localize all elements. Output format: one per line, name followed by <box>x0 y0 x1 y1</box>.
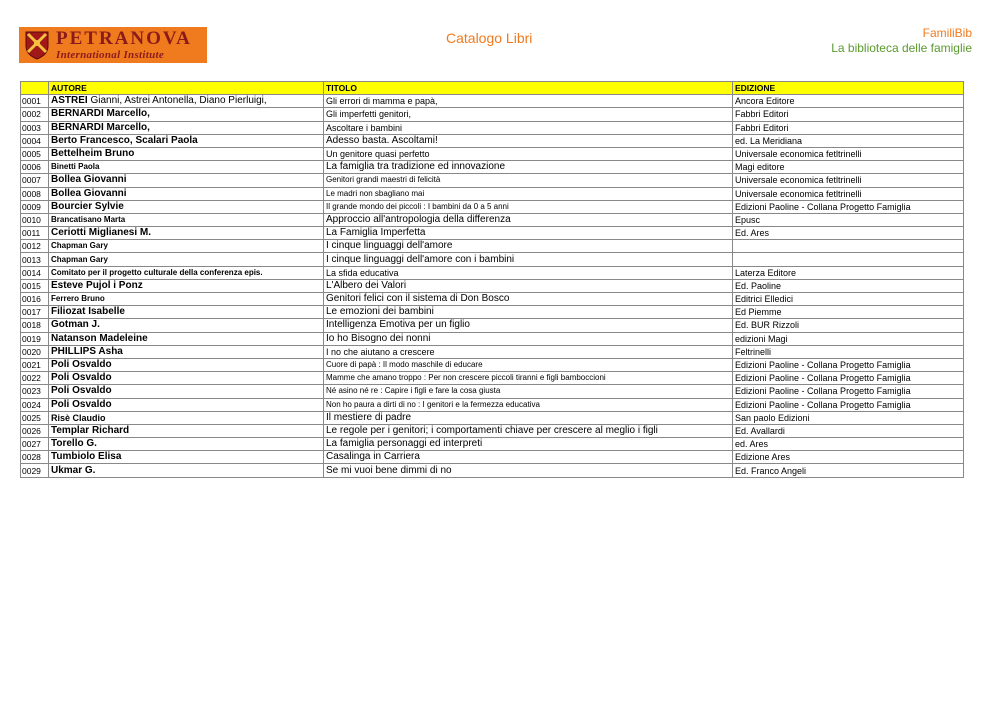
edition-cell: Ancora Editore <box>733 95 964 108</box>
edition-cell: Universale economica fetltrinelli <box>733 174 964 187</box>
table-row <box>21 174 964 187</box>
row-number: 0013 <box>21 253 49 266</box>
author-cell <box>49 240 324 253</box>
title-cell: Casalinga in Carriera <box>324 451 733 464</box>
author-cell <box>49 424 324 437</box>
edition-cell: Edizioni Paoline - Collana Progetto Famiglia <box>733 398 964 411</box>
author-name: Berto Francesco, Scalari Paola <box>51 134 198 146</box>
title-cell: Il mestiere di padre <box>324 411 733 424</box>
author-name: Esteve Pujol i Ponz <box>51 279 143 291</box>
author-name: Bollea Giovanni <box>51 187 127 199</box>
row-number: 0006 <box>21 161 49 174</box>
edition-cell: edizioni Magi <box>733 332 964 345</box>
table-row <box>21 134 964 147</box>
header-num <box>21 82 49 95</box>
author-cell <box>49 121 324 134</box>
edition-cell: San paolo Edizioni <box>733 411 964 424</box>
author-cell <box>49 213 324 226</box>
title-cell: L'Albero dei Valori <box>324 279 733 292</box>
row-number: 0016 <box>21 293 49 306</box>
row-number: 0011 <box>21 227 49 240</box>
author-cell <box>49 332 324 345</box>
title-cell: Adesso basta. Ascoltami! <box>324 134 733 147</box>
row-number: 0021 <box>21 358 49 371</box>
row-number: 0019 <box>21 332 49 345</box>
title-cell: I no che aiutano a crescere <box>324 345 733 358</box>
edition-cell: ed. La Meridiana <box>733 134 964 147</box>
table-row <box>21 108 964 121</box>
title-cell: La Famiglia Imperfetta <box>324 227 733 240</box>
edition-cell: ed. Ares <box>733 438 964 451</box>
author-name: Chapman Gary <box>51 254 108 264</box>
author-cell <box>49 253 324 266</box>
row-number: 0003 <box>21 121 49 134</box>
page-title: Catalogo Libri <box>446 30 533 46</box>
table-row <box>21 372 964 385</box>
author-name: Poli Osvaldo <box>51 359 112 371</box>
title-cell: Genitori felici con il sistema di Don Bosco <box>324 293 733 306</box>
author-name: Torello G. <box>51 438 97 450</box>
row-number: 0025 <box>21 411 49 424</box>
title-cell: Il grande mondo dei piccoli : I bambini da 0 a 5 anni <box>324 200 733 213</box>
edition-cell: Feltrinelli <box>733 345 964 358</box>
edition-cell: Ed. Franco Angeli <box>733 464 964 477</box>
edition-cell: Edizioni Paoline - Collana Progetto Famiglia <box>733 372 964 385</box>
author-cell <box>49 411 324 424</box>
table-row <box>21 332 964 345</box>
author-cell <box>49 174 324 187</box>
header-autore: AUTORE <box>49 82 324 95</box>
author-name: BERNARDI Marcello, <box>51 121 150 133</box>
row-number: 0014 <box>21 266 49 279</box>
author-cell <box>49 108 324 121</box>
title-cell: I cinque linguaggi dell'amore <box>324 240 733 253</box>
row-number: 0009 <box>21 200 49 213</box>
author-name: Ceriotti Miglianesi M. <box>51 227 152 239</box>
author-name: PHILLIPS Asha <box>51 345 123 357</box>
table-row <box>21 147 964 160</box>
author-cell <box>49 266 324 279</box>
row-number: 0022 <box>21 372 49 385</box>
author-name: Tumbiolo Elisa <box>51 451 122 463</box>
header-titolo: TITOLO <box>324 82 733 95</box>
edition-cell: Universale economica fetltrinelli <box>733 187 964 200</box>
table-row <box>21 464 964 477</box>
row-number: 0028 <box>21 451 49 464</box>
title-cell: Le emozioni dei bambini <box>324 306 733 319</box>
edition-cell: Ed. Paoline <box>733 279 964 292</box>
table-row <box>21 253 964 266</box>
brand-tagline: La biblioteca delle famiglie <box>831 41 972 55</box>
table-row <box>21 319 964 332</box>
author-name: Bettelheim Bruno <box>51 148 135 160</box>
edition-cell: Epusc <box>733 213 964 226</box>
author-name: Bourcier Sylvie <box>51 200 124 212</box>
row-number: 0024 <box>21 398 49 411</box>
table-row <box>21 451 964 464</box>
title-cell: Gli imperfetti genitori, <box>324 108 733 121</box>
table-row <box>21 213 964 226</box>
row-number: 0012 <box>21 240 49 253</box>
table-row <box>21 187 964 200</box>
row-number: 0001 <box>21 95 49 108</box>
author-cell <box>49 358 324 371</box>
author-cell <box>49 134 324 147</box>
logo-name: PETRANOVA <box>56 28 192 49</box>
author-name: Binetti Paola <box>51 162 100 172</box>
logo-subtitle: International Institute <box>56 49 165 61</box>
author-cell <box>49 464 324 477</box>
title-cell: La famiglia personaggi ed interpreti <box>324 438 733 451</box>
author-name: Comitato per il progetto culturale della conferenza epis. <box>51 267 263 277</box>
title-cell: Ascoltare i bambini <box>324 121 733 134</box>
title-cell: Mamme che amano troppo : Per non crescere piccoli tiranni e figli bamboccioni <box>324 372 733 385</box>
title-cell: La sfida educativa <box>324 266 733 279</box>
author-cell <box>49 345 324 358</box>
table-row <box>21 240 964 253</box>
table-row <box>21 227 964 240</box>
author-cell <box>49 319 324 332</box>
title-cell: Genitori grandi maestri di felicità <box>324 174 733 187</box>
petranova-logo <box>19 27 207 63</box>
edition-cell: Editrici Elledici <box>733 293 964 306</box>
edition-cell: Universale economica fetltrinelli <box>733 147 964 160</box>
row-number: 0023 <box>21 385 49 398</box>
row-number: 0018 <box>21 319 49 332</box>
edition-cell: Ed. Avallardi <box>733 424 964 437</box>
crest-icon <box>24 30 50 60</box>
author-cell <box>49 187 324 200</box>
row-number: 0026 <box>21 424 49 437</box>
table-row <box>21 293 964 306</box>
edition-cell: Laterza Editore <box>733 266 964 279</box>
row-number: 0007 <box>21 174 49 187</box>
table-row <box>21 200 964 213</box>
row-number: 0015 <box>21 279 49 292</box>
row-number: 0005 <box>21 147 49 160</box>
brand-name: FamiliBib <box>922 26 972 40</box>
edition-cell <box>733 253 964 266</box>
author-name: Brancatisano Marta <box>51 214 126 224</box>
edition-cell: Edizioni Paoline - Collana Progetto Famiglia <box>733 358 964 371</box>
author-cell <box>49 147 324 160</box>
edition-cell: Ed. BUR Rizzoli <box>733 319 964 332</box>
title-cell: Io ho Bisogno dei nonni <box>324 332 733 345</box>
author-name: Ferrero Bruno <box>51 294 105 304</box>
row-number: 0010 <box>21 213 49 226</box>
table-row <box>21 121 964 134</box>
table-row <box>21 279 964 292</box>
title-cell: Approccio all'antropologia della differenza <box>324 213 733 226</box>
author-cell <box>49 95 324 108</box>
edition-cell: Edizione Ares <box>733 451 964 464</box>
author-cell <box>49 293 324 306</box>
brand <box>831 26 972 56</box>
title-cell: La famiglia tra tradizione ed innovazione <box>324 161 733 174</box>
title-cell: Le madri non sbagliano mai <box>324 187 733 200</box>
author-cell <box>49 279 324 292</box>
edition-cell: Edizioni Paoline - Collana Progetto Famiglia <box>733 385 964 398</box>
row-number: 0008 <box>21 187 49 200</box>
table-header-row <box>21 82 964 95</box>
edition-cell <box>733 240 964 253</box>
edition-cell: Fabbri Editori <box>733 121 964 134</box>
author-name: Poli Osvaldo <box>51 372 112 384</box>
table-row <box>21 398 964 411</box>
author-name: Gotman J. <box>51 319 100 331</box>
title-cell: Un genitore quasi perfetto <box>324 147 733 160</box>
table-row <box>21 438 964 451</box>
table-row <box>21 266 964 279</box>
catalog-table <box>20 81 964 478</box>
table-row <box>21 358 964 371</box>
title-cell: Gli errori di mamma e papà, <box>324 95 733 108</box>
author-name: Filiozat Isabelle <box>51 306 125 318</box>
table-row <box>21 424 964 437</box>
title-cell: Non ho paura a dirti di no : I genitori e la fermezza educativa <box>324 398 733 411</box>
row-number: 0017 <box>21 306 49 319</box>
author-coauthors: Gianni, Astrei Antonella, Diano Pierluigi, <box>87 95 267 107</box>
author-cell <box>49 161 324 174</box>
author-name: ASTREI <box>51 95 88 107</box>
row-number: 0020 <box>21 345 49 358</box>
author-name: Bollea Giovanni <box>51 174 127 186</box>
edition-cell: Fabbri Editori <box>733 108 964 121</box>
author-name: Poli Osvaldo <box>51 385 112 397</box>
author-cell <box>49 451 324 464</box>
table-row <box>21 95 964 108</box>
title-cell: Cuore di papà : Il modo maschile di educare <box>324 358 733 371</box>
author-name: Templar Richard <box>51 424 130 436</box>
title-cell: Né asino né re : Capire i figli e fare la cosa giusta <box>324 385 733 398</box>
catalog-rows <box>21 95 964 477</box>
author-name: Natanson Madeleine <box>51 332 148 344</box>
author-name: Chapman Gary <box>51 241 108 251</box>
author-name: Risè Claudio <box>51 412 106 423</box>
table-row <box>21 161 964 174</box>
row-number: 0002 <box>21 108 49 121</box>
author-cell <box>49 385 324 398</box>
table-row <box>21 345 964 358</box>
edition-cell: Ed. Ares <box>733 227 964 240</box>
header-edizione: EDIZIONE <box>733 82 964 95</box>
row-number: 0029 <box>21 464 49 477</box>
author-name: Ukmar G. <box>51 464 96 476</box>
title-cell: Intelligenza Emotiva per un figlio <box>324 319 733 332</box>
author-cell <box>49 200 324 213</box>
author-cell <box>49 227 324 240</box>
title-cell: Le regole per i genitori; i comportamenti chiave per crescere al meglio i figli <box>324 424 733 437</box>
author-name: Poli Osvaldo <box>51 398 112 410</box>
edition-cell: Magi editore <box>733 161 964 174</box>
row-number: 0027 <box>21 438 49 451</box>
author-cell <box>49 372 324 385</box>
edition-cell: Ed Piemme <box>733 306 964 319</box>
author-cell <box>49 398 324 411</box>
title-cell: Se mi vuoi bene dimmi di no <box>324 464 733 477</box>
table-row <box>21 385 964 398</box>
author-cell <box>49 438 324 451</box>
row-number: 0004 <box>21 134 49 147</box>
table-row <box>21 306 964 319</box>
author-cell <box>49 306 324 319</box>
title-cell: I cinque linguaggi dell'amore con i bambini <box>324 253 733 266</box>
table-row <box>21 411 964 424</box>
edition-cell: Edizioni Paoline - Collana Progetto Famiglia <box>733 200 964 213</box>
author-name: BERNARDI Marcello, <box>51 108 150 120</box>
